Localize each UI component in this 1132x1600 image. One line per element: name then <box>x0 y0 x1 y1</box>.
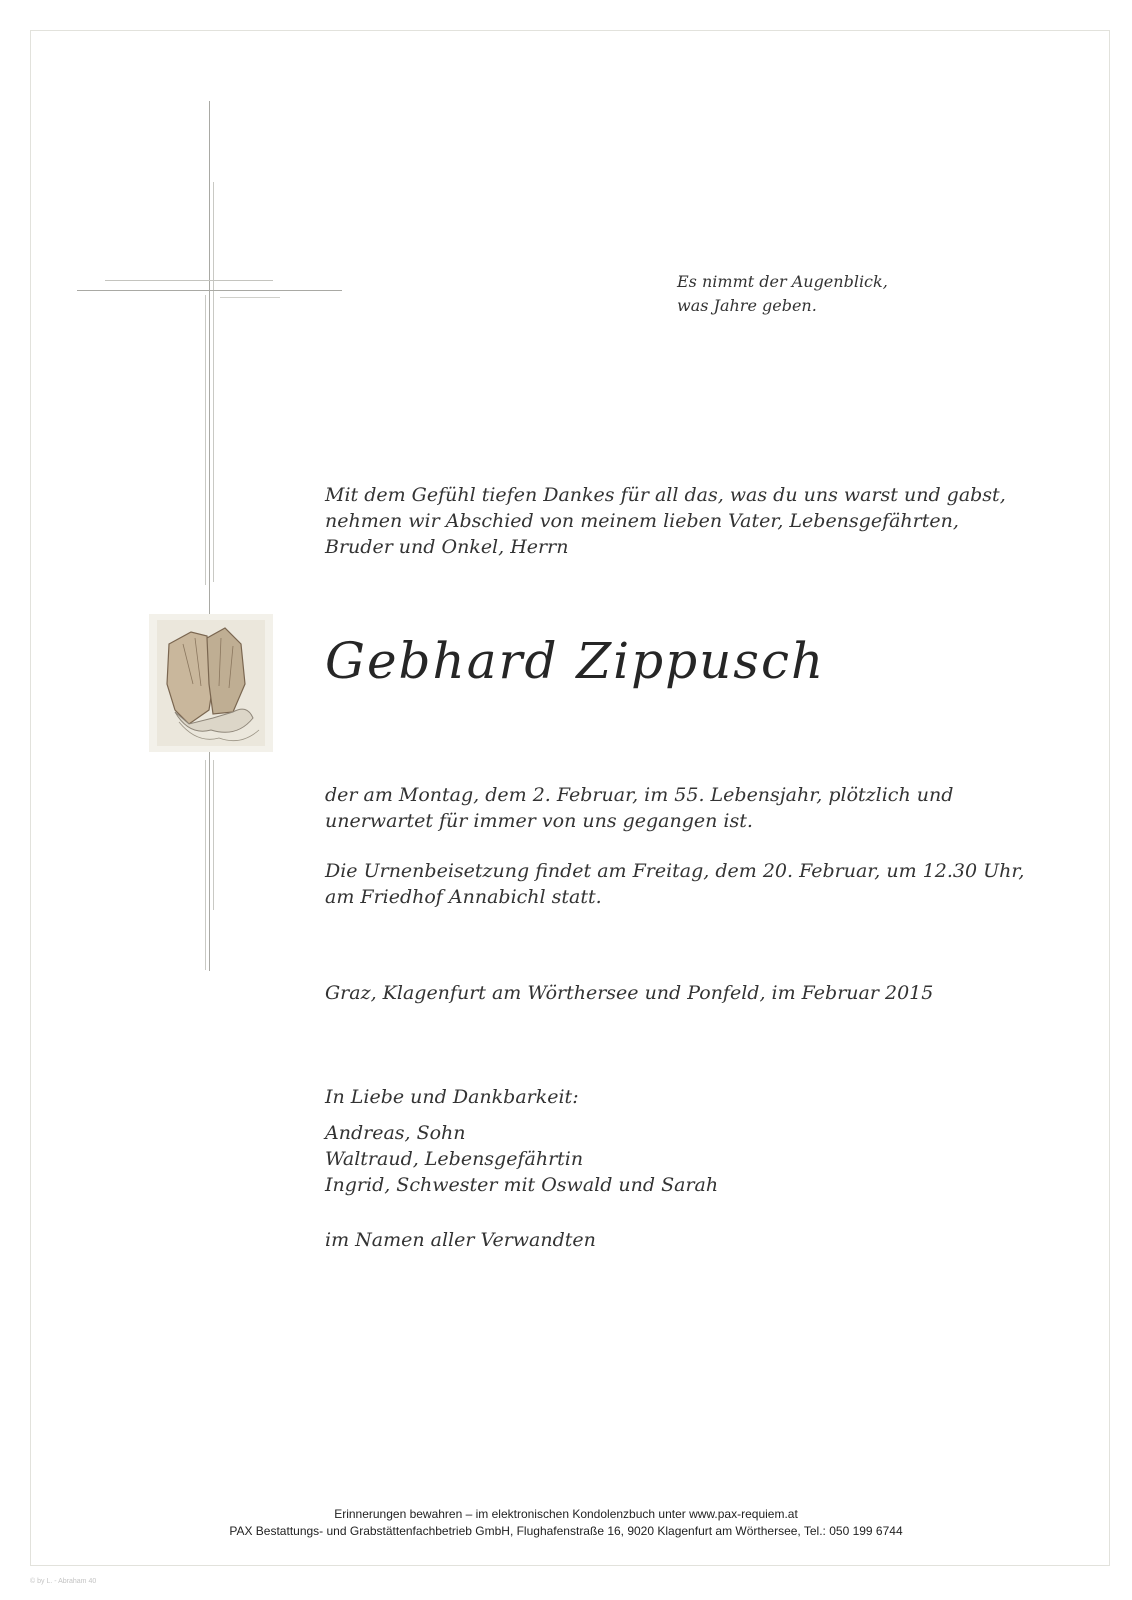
footer <box>0 1506 1132 1540</box>
place-date: Graz, Klagenfurt am Wörthersee und Ponfeld, im Februar 2015 <box>325 982 934 1004</box>
deceased-name: Gebhard Zippusch <box>325 632 826 690</box>
mourner: Waltraud, Lebensgefährtin <box>325 1148 584 1170</box>
love-line: In Liebe und Dankbarkeit: <box>325 1086 579 1108</box>
intro-line: Mit dem Gefühl tiefen Dankes für all das, was du uns warst und gabst, <box>325 484 1006 506</box>
image-credit: © by L. - Abraham 40 <box>30 1578 97 1585</box>
quote-line: was Jahre geben. <box>677 296 817 315</box>
footer-line: PAX Bestattungs- und Grabstättenfachbetrieb GmbH, Flughafenstraße 16, 9020 Klagenfurt am Wörthersee, Tel.: 050 199 6744 <box>229 1524 903 1538</box>
quote <box>677 270 888 318</box>
burial-info <box>325 858 1024 910</box>
mourner: Ingrid, Schwester mit Oswald und Sarah <box>325 1174 719 1196</box>
relatives-line: im Namen aller Verwandten <box>325 1229 596 1251</box>
burial-line: am Friedhof Annabichl statt. <box>325 886 602 908</box>
burial-line: Die Urnenbeisetzung findet am Freitag, dem 20. Februar, um 12.30 Uhr, <box>325 860 1025 882</box>
death-line: unerwartet für immer von uns gegangen ist. <box>325 810 753 832</box>
mourners-list <box>325 1120 718 1198</box>
quote-line: Es nimmt der Augenblick, <box>677 272 888 291</box>
praying-hands-icon <box>149 614 273 752</box>
intro-text <box>325 482 1006 560</box>
death-notice <box>325 782 953 834</box>
intro-line: nehmen wir Abschied von meinem lieben Vater, Lebensgefährten, <box>325 510 959 532</box>
mourner: Andreas, Sohn <box>325 1122 466 1144</box>
death-line: der am Montag, dem 2. Februar, im 55. Lebensjahr, plötzlich und <box>325 784 954 806</box>
footer-line: Erinnerungen bewahren – im elektronischen Kondolenzbuch unter www.pax-requiem.at <box>334 1507 798 1521</box>
intro-line: Bruder und Onkel, Herrn <box>325 536 569 558</box>
